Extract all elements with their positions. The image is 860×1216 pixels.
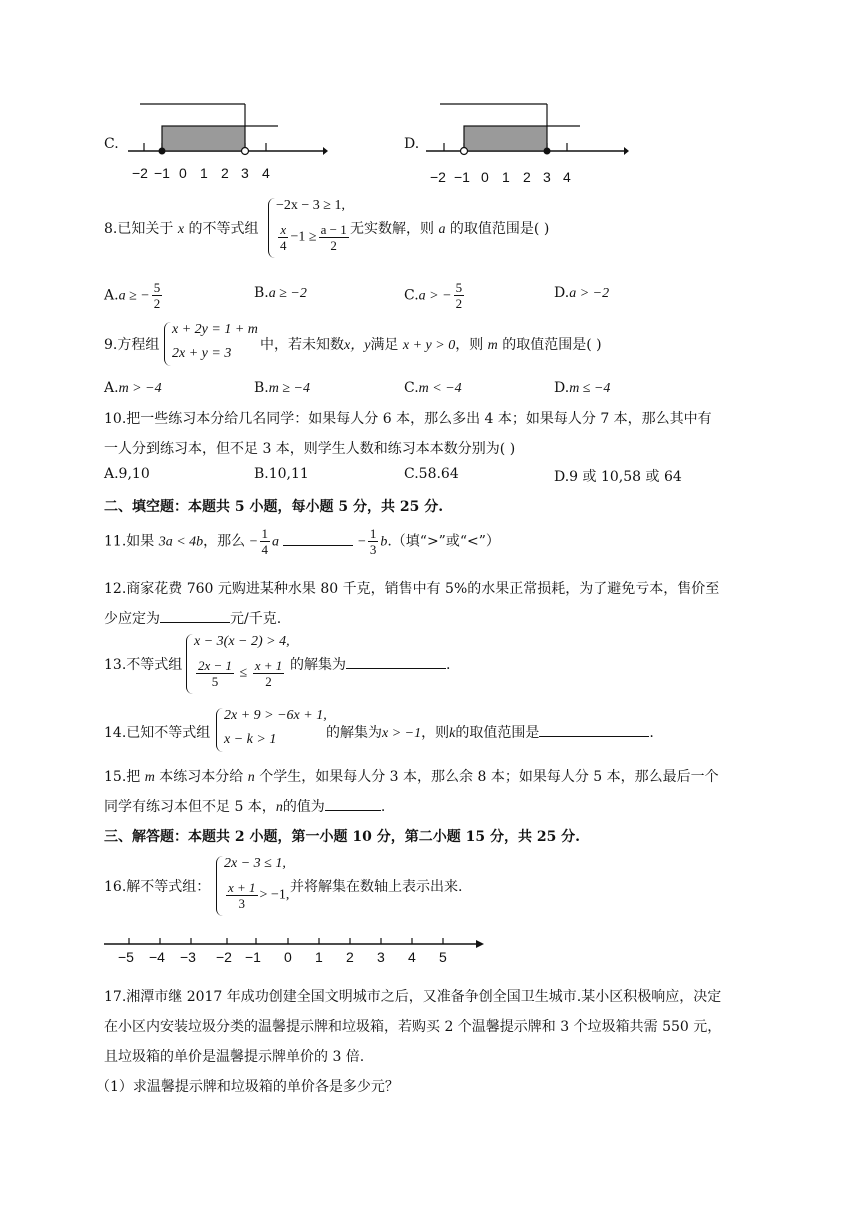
q12-stem-line1: 12.商家花费 760 元购进某种水果 80 千克，销售中有 5%的水果正常损耗，为了避免亏本，售价至	[104, 581, 720, 597]
q9-option-a[interactable]: A.m > −4	[104, 380, 162, 396]
q16-tick-label: −3	[180, 949, 196, 965]
q10-stem-line1: 10.把一些练习本分给几名同学：如果每人分 6 本，那么多出 4 本；如果每人分 7 本，那么其中有	[104, 411, 712, 427]
q8-stem-lead: 8.已知关于 x 的不等式组	[104, 221, 259, 237]
q13-stem-tail: 的解集为 .	[290, 654, 450, 674]
q7c-tick-label: −1	[154, 165, 170, 181]
q8-system-row1: −2x − 3 ≥ 1,	[276, 198, 345, 213]
q10-option-a[interactable]: A.9,10	[104, 466, 150, 482]
q12-stem-line2: 少应定为 元/千克.	[104, 608, 281, 628]
q16-tick-label: 5	[439, 949, 447, 965]
q7c-tick-label: 4	[262, 165, 270, 181]
q8-stem-tail: 无实数解，则 a 的取值范围是( )	[350, 221, 550, 237]
q11-answer-blank[interactable]	[283, 531, 353, 546]
q13-system-row2: $\frac{2x - 1}{5}$ ≤ $\frac{x + 1}{2}$	[198, 658, 283, 689]
q7d-tick-label: 3	[543, 169, 551, 185]
q15-answer-blank[interactable]	[325, 796, 381, 811]
q17-stem-line3: 且垃圾箱的单价是温馨提示牌单价的 3 倍.	[104, 1049, 365, 1065]
q9-system-row1: x + 2y = 1 + m	[172, 322, 258, 337]
q9-option-c[interactable]: C.m < −4	[404, 380, 462, 396]
q8-option-c[interactable]: C.a > − $\frac{5}{2}$	[404, 280, 463, 311]
q16-system-brace	[216, 856, 223, 916]
q16-tick-label: 2	[346, 949, 354, 965]
q7c-tick-label: 3	[241, 165, 249, 181]
q13-stem-lead: 13.不等式组	[104, 657, 183, 673]
q10-stem-line2: 一人分到练习本，但不足 3 本，则学生人数和练习本本数分别为( )	[104, 441, 516, 457]
q15-stem-line1: 15.把 m 本练习本分给 n 个学生，如果每人分 3 本，那么余 8 本；如果每人分 5 本，那么最后一个	[104, 769, 719, 785]
q7d-tick-label: 0	[481, 169, 489, 185]
q16-tick-label: −4	[149, 949, 165, 965]
q16-tick-label: 0	[284, 949, 292, 965]
q12-answer-blank[interactable]	[160, 608, 230, 623]
q9-system-row2: 2x + y = 3	[172, 346, 232, 361]
q7c-tick-label: 2	[221, 165, 229, 181]
q8-system-brace	[268, 198, 275, 258]
q16-tick-label: 4	[408, 949, 416, 965]
q14-system-brace	[216, 708, 223, 752]
q10-option-d[interactable]: D.9 或 10,58 或 64	[554, 469, 682, 485]
q17-subquestion-1: （1）求温馨提示牌和垃圾箱的单价各是多少元？	[96, 1079, 399, 1095]
q16-tick-label: −5	[118, 949, 134, 965]
q8-option-a[interactable]: A.a ≥ − $\frac{5}{2}$	[104, 280, 161, 311]
q17-stem-line2: 在小区内安装垃圾分类的温馨提示牌和垃圾箱，若购买 2 个温馨提示牌和 3 个垃圾箱共需 550 元，	[104, 1019, 722, 1035]
q7c-tick-label: −2	[132, 165, 148, 181]
q14-system-row1: 2x + 9 > −6x + 1,	[224, 708, 327, 723]
q17-stem-line1: 17.湘潭市继 2017 年成功创建全国文明城市之后，又准备争创全国卫生城市.某小区积极响应，决定	[104, 989, 722, 1005]
q7c-tick-label: 0	[179, 165, 187, 181]
q7c-tick-label: 1	[200, 165, 208, 181]
q16-stem-lead: 16.解不等式组：	[104, 879, 211, 895]
q16-tick-label: −1	[245, 949, 261, 965]
q16-stem-tail: 并将解集在数轴上表示出来.	[290, 879, 463, 895]
q16-system-row1: 2x − 3 ≤ 1,	[224, 856, 286, 871]
q7d-tick-label: −1	[454, 169, 470, 185]
q7-option-d-numberline	[426, 96, 631, 190]
q13-system-row1: x − 3(x − 2) > 4,	[194, 634, 290, 649]
q16-tick-label: 1	[315, 949, 323, 965]
q7-option-c-label[interactable]: C.	[104, 136, 119, 152]
q9-option-d[interactable]: D.m ≤ −4	[554, 380, 611, 396]
q14-answer-blank[interactable]	[539, 722, 649, 737]
section-2-heading: 二、填空题：本题共 5 小题，每小题 5 分，共 25 分.	[104, 499, 444, 515]
q11-stem: 11.如果 3a < 4b，那么 − $\frac{1}{4}$ a − $\frac{1}{3}$ b.（填“>”或“<”）	[104, 526, 500, 557]
q8-option-b[interactable]: B.a ≥ −2	[254, 285, 307, 301]
q16-blank-numberline[interactable]	[104, 932, 489, 966]
q9-stem-tail: 中，若未知数x，y满足 x + y > 0，则 m 的取值范围是( )	[260, 337, 602, 353]
q9-option-b[interactable]: B.m ≥ −4	[254, 380, 310, 396]
q13-system-brace	[186, 634, 193, 694]
q16-system-row2: $\frac{x + 1}{3}$ > −1,	[228, 880, 290, 911]
q9-system-brace	[164, 322, 171, 366]
q7d-tick-label: −2	[430, 169, 446, 185]
q10-option-c[interactable]: C.58.64	[404, 466, 459, 482]
q8-option-d[interactable]: D.a > −2	[554, 285, 610, 301]
q7d-tick-label: 2	[523, 169, 531, 185]
q7-option-c-numberline	[128, 96, 328, 186]
q15-stem-line2: 同学有练习本但不足 5 本，n的值为 .	[104, 796, 385, 816]
q8-system-row2: $\frac{x}{4}$ −1 ≥ $\frac{a - 1}{2}$	[280, 222, 347, 253]
q16-tick-label: 3	[377, 949, 385, 965]
q10-option-b[interactable]: B.10,11	[254, 466, 309, 482]
q7-option-d-label[interactable]: D.	[404, 136, 420, 152]
q16-tick-label: −2	[216, 949, 232, 965]
q7d-tick-label: 1	[502, 169, 510, 185]
q13-answer-blank[interactable]	[346, 654, 446, 669]
q9-stem-lead: 9.方程组	[104, 337, 160, 353]
section-3-heading: 三、解答题：本题共 2 小题，第一小题 10 分，第二小题 15 分，共 25 分.	[104, 829, 581, 845]
q14-stem-lead: 14.已知不等式组	[104, 725, 211, 741]
q14-stem-tail: 的解集为x > −1，则k的取值范围是 .	[326, 722, 654, 742]
q7d-tick-label: 4	[563, 169, 571, 185]
q14-system-row2: x − k > 1	[224, 732, 277, 747]
